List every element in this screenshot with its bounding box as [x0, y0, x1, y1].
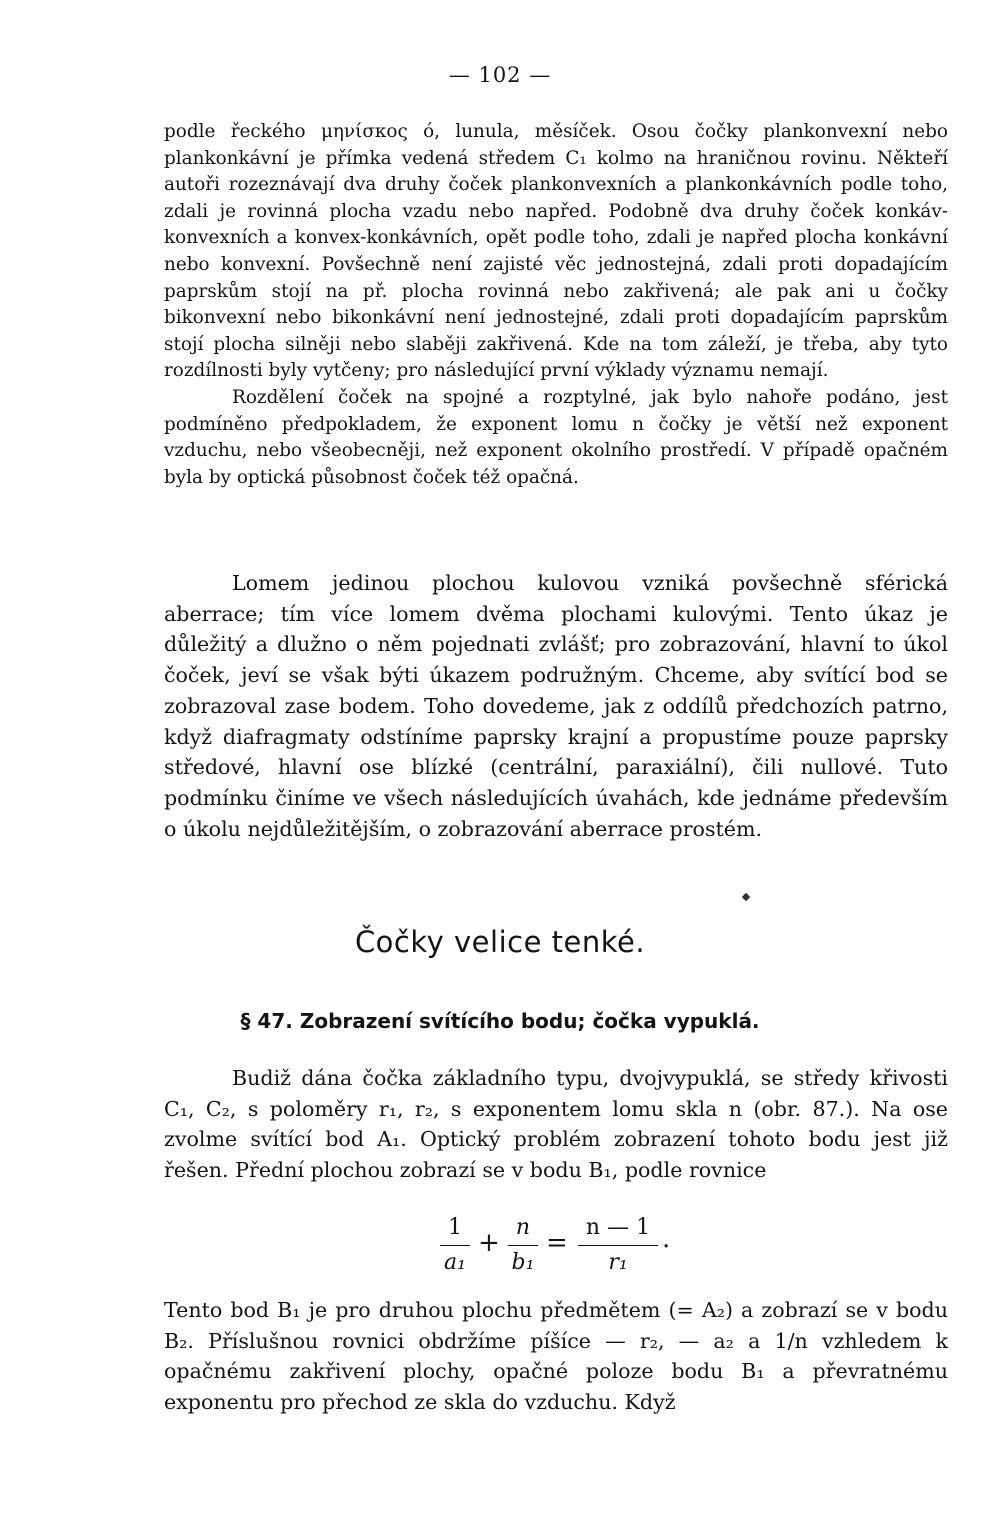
fraction-n-over-b1	[508, 1214, 538, 1277]
section-aberration	[164, 568, 948, 844]
equals-sign: =	[546, 1228, 568, 1258]
stray-mark	[742, 893, 750, 901]
fraction-bar	[440, 1245, 470, 1246]
denominator: r₁	[608, 1250, 628, 1275]
page-number: — 102 —	[448, 63, 552, 87]
numerator: 1	[448, 1215, 462, 1240]
numerator: n	[515, 1215, 531, 1240]
plus-sign: +	[478, 1228, 500, 1258]
paragraph-lens-setup: Budiž dána čočka základního typu, dvojvypuklá, se středy křivosti C₁, C₂, s poloměry r₁, r₂, s exponentem lomu skla n (obr. 87.). Na ose zvolme svítící bod A₁. Optický problém zobrazení tohoto bodu jest již řešen. Přední plochou zobrazí se v bodu B₁, podle rovnice	[164, 1066, 948, 1183]
paragraph-spherical-aberration: Lomem jedinou plochou kulovou vzniká povšechně sférická aberrace; tím více lomem dvěma plochami kulovými. Tento úkaz je důležitý a dlužno o něm pojednati zvlášť; pro zobrazování, hlavní to úkol čoček, jeví se však býti úkazem podružným. Chceme, aby svítící bod se zobrazoval zase bodem. Toho dovedeme, jak z oddílů předchozích patrno, když diafragmaty odstíníme paprsky krajní a propustíme pouze paprsky středové, hlavní ose blízké (centrální, paraxiální), čili nullové. Tuto podmínku činíme ve všech následujících úvahách, kde jednáme především o úkolu nejdůležitějším, o zobrazování aberrace prostém.	[164, 571, 948, 841]
denominator: a₁	[444, 1250, 466, 1275]
paragraph-lens-classification: Rozdělení čoček na spojné a rozptylné, jak bylo nahoře podáno, jest podmíněno předpokladem, že exponent lomu n čočky je větší než exponent vzduchu, nebo všeobecněji, než exponent okolního prostředí. V případě opačném byla by optická působnost čoček též opačná.	[164, 386, 948, 488]
paragraph-second-surface: Tento bod B₁ je pro druhou plochu předmětem (= A₂) a zobrazí se v bodu B₂. Příslušnou rovnici obdržíme píšíce — r₂, — a₂ a 1/n vzhledem k opačnému zakřivení plochy, opačné poloze bodu B₁ a převratnému exponentu pro přechod ze skla do vzduchu. Když	[164, 1298, 948, 1415]
section-lens-axes	[164, 119, 948, 491]
period: .	[662, 1224, 671, 1254]
fraction-1-over-a1	[440, 1214, 470, 1277]
section-point-imaging	[164, 1063, 948, 1186]
chapter-heading: Čočky velice tenké.	[354, 925, 646, 959]
paragraph-lens-types: podle řeckého μηνίσκος ό, lunula, měsíček. Osou čočky plankonvexní nebo plankonkávní je přímka vedená středem C₁ kolmo na hraničnou rovinu. Někteří autoři rozeznávají dva druhy čoček plankonvexních a plankonkávních podle toho, zdali je rovinná plocha vzadu nebo napřed. Podobně dva druhy čoček konkáv-konvexních a konvex-konkávních, opět podle toho, zdali je napřed plocha konkávní nebo konvexní. Povšechně není zajisté věc jednostejná, zdali proti dopadajícím paprskům stojí na př. plocha rovinná nebo zakřivená; ale pak ani u čočky bikonvexní nebo bikonkávní není jednostejné, zdali proti dopadajícím paprskům stojí plocha silněji nebo slaběji zakřivená. Kde na tom záleží, je třeba, aby tyto rozdílnosti byly vytčeny; pro následující první výklady významu nemají.	[164, 121, 948, 382]
denominator: b₁	[511, 1250, 535, 1275]
fraction-bar	[578, 1245, 658, 1246]
fraction-bar	[508, 1245, 538, 1246]
fraction-n-minus-1-over-r1	[578, 1214, 658, 1277]
numerator: n — 1	[585, 1215, 651, 1240]
section-second-surface	[164, 1295, 948, 1418]
section-heading: § 47. Zobrazení svítícího bodu; čočka vypuklá.	[240, 1009, 760, 1033]
